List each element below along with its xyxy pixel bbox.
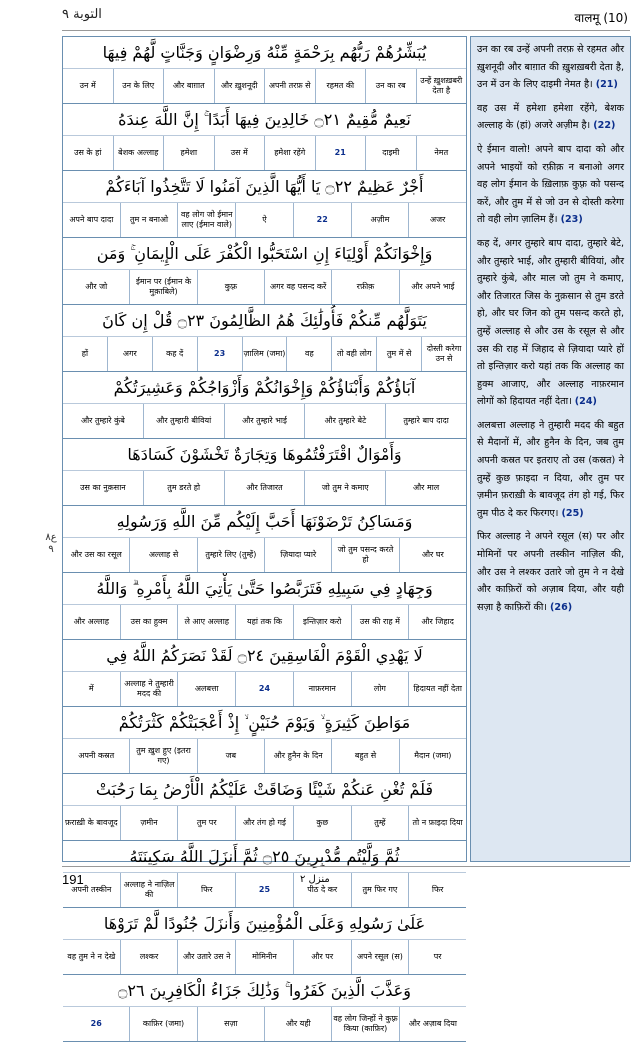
word-meaning-cell: अगर वह पसन्द करें	[264, 270, 331, 304]
word-meaning-cell: उस के हां	[74, 148, 102, 157]
translation-paragraph	[477, 41, 624, 94]
word-meaning-cell: उन में	[79, 81, 96, 90]
word-meaning-cell: पीठ दे कर	[293, 873, 351, 907]
word-meaning-cell: तुम न बनाओ	[120, 203, 178, 237]
word-meaning-cell: और तुम्हारे बेटे	[304, 404, 385, 438]
word-meaning-row	[63, 538, 466, 573]
word-meaning-cell: यहां तक कि	[235, 605, 293, 639]
translation-paragraph	[477, 100, 624, 135]
arabic-verse-line: ثُمَّ وَلَّيْتُم مُّدْبِرِينَ ۝٢٥ ثُمَّ أَنزَلَ اللَّهُ سَكِينَتَهُ	[63, 841, 466, 873]
word-meaning-cell: और अल्लाह	[73, 617, 110, 626]
word-meaning-cell: ज़ालिम (जमा)	[242, 337, 287, 371]
translation-text: फिर अल्लाह ने अपने रसूल (स) पर और मोमिनों पर अपनी तस्कीन नाज़िल की, और उस ने लश्कर उतारे जो तुम ने न देखे और काफ़िरों को अज़ाब दिया, और यही सज़ा है काफ़िरों की।	[477, 531, 624, 613]
word-meaning-row	[63, 136, 466, 171]
word-meaning-cell: अपनी कस्रत	[78, 751, 115, 760]
word-meaning-cell: फिर	[408, 873, 466, 907]
translation-panel	[470, 36, 631, 862]
ruku-mark: ع٨ ٩	[45, 532, 57, 555]
word-meaning-cell: जो तुम ने कमाए	[304, 471, 385, 505]
word-meaning-cell: उन्हें ख़ुशख़बरी देता है	[416, 69, 467, 103]
translation-paragraph	[477, 528, 624, 616]
word-meaning-cell: तो वही लोग	[331, 337, 376, 371]
word-meaning-cell: और तंग हो गई	[235, 806, 293, 840]
word-meaning-cell: अपने रसूल (स)	[351, 940, 409, 974]
word-meaning-cell: और पर	[293, 940, 351, 974]
word-meaning-cell: कह दें	[152, 337, 197, 371]
page-header	[0, 0, 638, 32]
word-meaning-cell: बहुत से	[331, 739, 398, 773]
word-meaning-cell: और ख़ुशनूदी	[214, 69, 265, 103]
page-number: 191	[62, 872, 84, 887]
word-meaning-cell: उस की राह में	[351, 605, 409, 639]
word-meaning-cell: 23	[197, 337, 242, 371]
word-meaning-cell: और अपने भाई	[399, 270, 466, 304]
word-meaning-cell: और तुम्हारी बीवियां	[143, 404, 224, 438]
word-meaning-row	[63, 404, 466, 439]
word-meaning-row	[63, 605, 466, 640]
verse-number: (25)	[561, 507, 584, 519]
word-meaning-cell: इन्तिज़ार करो	[293, 605, 351, 639]
word-meaning-row	[63, 1007, 466, 1042]
arabic-verse-line: آبَاؤُكُمْ وَأَبْنَاؤُكُمْ وَإِخْوَانُكُمْ وَأَزْوَاجُكُمْ وَعَشِيرَتُكُمْ	[63, 372, 466, 404]
verse-number: (22)	[593, 120, 616, 132]
arabic-verse-line: يَتَوَلَّهُم مِّنكُمْ فَأُولَٰئِكَ هُمُ الظَّالِمُونَ ۝٢٣ قُلْ إِن كَانَ	[63, 305, 466, 337]
word-meaning-cell: मैदान (जमा)	[399, 739, 466, 773]
word-meaning-cell: तुम में से	[376, 337, 421, 371]
word-meaning-cell: बेशक अल्लाह	[113, 136, 164, 170]
word-meaning-cell: रफ़ीक़	[331, 270, 398, 304]
surah-name: التوبة ٩	[62, 7, 102, 22]
word-meaning-cell: अपनी तस्कीन	[71, 885, 112, 894]
word-meaning-cell: और उस का रसूल	[70, 550, 122, 559]
arabic-verse-line: لَا يَهْدِي الْقَوْمَ الْفَاسِقِينَ ۝٢٤ لَقَدْ نَصَرَكُمُ اللَّهُ فِي	[63, 640, 466, 672]
word-meaning-cell: तुम्हें	[351, 806, 409, 840]
word-meaning-cell: अज़ीम	[351, 203, 409, 237]
para-name: वालमू (10)	[574, 11, 628, 25]
footer-divider	[62, 866, 630, 867]
word-meaning-cell: और तुम्हारे भाई	[224, 404, 305, 438]
word-meaning-row	[63, 940, 466, 975]
word-meaning-cell: पर	[408, 940, 466, 974]
verse-number: (21)	[595, 79, 618, 91]
word-meaning-cell: जो तुम पसन्द करते हो	[331, 538, 398, 572]
word-meaning-cell: हिदायत नहीं देता	[408, 672, 466, 706]
word-meaning-cell: अपनी तरफ़ से	[264, 69, 315, 103]
word-meaning-cell: हमेशा रहेंगे	[264, 136, 315, 170]
word-meaning-cell: और तिजारत	[224, 471, 305, 505]
word-meaning-cell: वह लोग जिन्हों ने कुफ़्र किया (काफ़िर)	[331, 1007, 398, 1041]
translation-text: उन का रब उन्हें अपनी तरफ़ से रहमत और ख़ुशनूदी और बाग़ात की ख़ुशख़बरी देता है, उन में उन के लिए दाइमी नेमत है।	[477, 44, 624, 91]
word-meaning-cell: ईमान पर (ईमान के मुक़ाबिले)	[129, 270, 196, 304]
word-meaning-cell: लश्कर	[120, 940, 178, 974]
word-meaning-cell: दाइमी	[365, 136, 416, 170]
header-divider	[62, 30, 630, 31]
translation-paragraph	[477, 417, 624, 523]
word-meaning-cell: रहमत की	[315, 69, 366, 103]
arabic-verse-line: وَجِهَادٍ فِي سَبِيلِهِ فَتَرَبَّصُوا حَتَّىٰ يَأْتِيَ اللَّهُ بِأَمْرِهِ ۗ وَاللَّهُ	[63, 573, 466, 605]
word-meaning-cell: तुम डरते हो	[143, 471, 224, 505]
word-meaning-cell: और घर	[399, 538, 466, 572]
word-meaning-cell: अपने बाप दादा	[69, 215, 114, 224]
translation-paragraph	[477, 235, 624, 411]
arabic-verse-line: مَوَاطِنَ كَثِيرَةٍ ۙ وَيَوْمَ حُنَيْنٍ ۙ إِذْ أَعْجَبَتْكُمْ كَثْرَتُكُمْ	[63, 707, 466, 739]
word-meaning-cell: अलबत्ता	[177, 672, 235, 706]
word-meaning-cell: और जो	[85, 282, 108, 291]
word-meaning-cell: जब	[197, 739, 264, 773]
word-meaning-cell: वह लोग जो ईमान लाए (ईमान वाले)	[177, 203, 235, 237]
word-meaning-cell: लोग	[351, 672, 409, 706]
word-meaning-cell: वह	[286, 337, 331, 371]
word-meaning-cell: दोस्ती करेगा उन से	[421, 337, 466, 371]
arabic-verse-line: وَعَذَّبَ الَّذِينَ كَفَرُوا ۚ وَذَٰلِكَ جَزَاءُ الْكَافِرِينَ ۝٢٦	[63, 975, 466, 1007]
word-meaning-cell: उस का हुक्म	[120, 605, 178, 639]
word-meaning-cell: और तुम्हारे कुंबे	[81, 416, 125, 425]
translation-text: वह उस में हमेशा हमेशा रहेंगे, बेशक अल्लाह के (हां) अजरे अज़ीम है।	[477, 102, 624, 132]
word-meaning-cell: काफ़िर (जमा)	[129, 1007, 196, 1041]
word-meaning-cell: 26	[90, 1019, 102, 1028]
arabic-verse-line: وَأَمْوَالٌ اقْتَرَفْتُمُوهَا وَتِجَارَةٌ تَخْشَوْنَ كَسَادَهَا	[63, 439, 466, 471]
word-meaning-cell: तुम पर	[177, 806, 235, 840]
word-meaning-cell: ले आए अल्लाह	[177, 605, 235, 639]
word-meaning-cell: और जिहाद	[408, 605, 466, 639]
page-footer	[0, 866, 638, 903]
word-meaning-row	[63, 69, 466, 104]
word-meaning-cell: फ़राख़ी के बावजूद	[65, 818, 118, 827]
word-meaning-cell: ऐ	[235, 203, 293, 237]
word-meaning-cell: अल्लाह से	[129, 538, 196, 572]
word-meaning-cell: और बाग़ात	[163, 69, 214, 103]
word-meaning-row	[63, 672, 466, 707]
word-meaning-cell: अगर	[107, 337, 152, 371]
word-meaning-cell: तुम ख़ुश हुए (इतरा गए)	[129, 739, 196, 773]
arabic-verse-line: فَلَمْ تُغْنِ عَنكُمْ شَيْئًا وَضَاقَتْ عَلَيْكُمُ الْأَرْضُ بِمَا رَحُبَتْ	[63, 774, 466, 806]
word-meaning-cell: नाफ़रमान	[293, 672, 351, 706]
arabic-verse-line: يُبَشِّرُهُمْ رَبُّهُم بِرَحْمَةٍ مِّنْهُ وَرِضْوَانٍ وَجَنَّاتٍ لَّهُمْ فِيهَا	[63, 37, 466, 69]
word-meaning-cell: सज़ा	[197, 1007, 264, 1041]
arabic-verse-line: وَإِخْوَانَكُمْ أَوْلِيَاءَ إِنِ اسْتَحَبُّوا الْكُفْرَ عَلَى الْإِيمَانِ ۚ وَمَن	[63, 238, 466, 270]
word-meaning-cell: कुछ	[293, 806, 351, 840]
verse-number: (23)	[560, 214, 583, 226]
word-meaning-cell: 24	[235, 672, 293, 706]
word-meaning-cell: अल्लाह ने तुम्हारी मदद की	[120, 672, 178, 706]
word-meaning-row	[63, 739, 466, 774]
verse-number: (24)	[574, 396, 597, 408]
word-meaning-cell: में	[88, 684, 94, 693]
word-meaning-cell: तुम फिर गए	[351, 873, 409, 907]
translation-text: कह दें, अगर तुम्हारे बाप दादा, तुम्हारे बेटे, और तुम्हारे भाई, और तुम्हारी बीवियां, और तुम्हारे कुंबे, और माल जो तुम ने कमाए, और तिजारत जिस के नुक़सान से तुम डरते हो, और घर जिन को तुम पसन्द करते हो, तुम्हें अल्लाह से और उस के रसूल से और उस की राह में जिहाद से ज़ियादा प्यारे हों तो इन्तिज़ार करो यहां तक कि अल्लाह का हुक्म आजाए, और अल्लाह नाफ़रमान लोगों को हिदायत नहीं देता।	[477, 237, 624, 408]
word-meaning-cell: 22	[293, 203, 351, 237]
word-meaning-cell: और अज़ाब दिया	[399, 1007, 466, 1041]
word-meaning-cell: उस का नुक़सान	[80, 483, 126, 492]
word-meaning-cell: और यही	[264, 1007, 331, 1041]
word-meaning-cell: तुम्हारे बाप दादा	[385, 404, 466, 438]
manzil-label: منزل ٢	[300, 874, 330, 885]
word-meaning-cell: मोमिनीन	[235, 940, 293, 974]
word-meaning-cell: और माल	[385, 471, 466, 505]
word-meaning-cell: 25	[235, 873, 293, 907]
word-meaning-cell: कुफ़्र	[197, 270, 264, 304]
word-meaning-cell: ज़मीन	[120, 806, 178, 840]
arabic-verse-line: نَعِيمٌ مُّقِيمٌ ۝٢١ خَالِدِينَ فِيهَا أَبَدًا ۚ إِنَّ اللَّهَ عِندَهُ	[63, 104, 466, 136]
word-meaning-cell: हमेशा	[163, 136, 214, 170]
arabic-verse-line: أَجْرٌ عَظِيمٌ ۝٢٢ يَا أَيُّهَا الَّذِينَ آمَنُوا لَا تَتَّخِذُوا آبَاءَكُمْ	[63, 171, 466, 203]
word-meaning-row	[63, 337, 466, 372]
word-meaning-cell: और उतारे उस ने	[177, 940, 235, 974]
arabic-verse-line: وَمَسَاكِنُ تَرْضَوْنَهَا أَحَبَّ إِلَيْكُم مِّنَ اللَّهِ وَرَسُولِهِ	[63, 506, 466, 538]
word-meaning-cell: ज़ियादा प्यारे	[264, 538, 331, 572]
word-meaning-cell: हों	[81, 349, 89, 358]
word-meaning-row	[63, 471, 466, 506]
word-meaning-cell: और हुनैन के दिन	[264, 739, 331, 773]
translation-text: ऐ ईमान वालो! अपने बाप दादा को और अपने भाइयों को रफ़ीक़ न बनाओ अगर वह लोग ईमान के ख़िलाफ़ कुफ़्र को पसन्द करें, और तुम में से जो उन से दोस्ती करेगा तो वही लोग ज़ालिम हैं।	[477, 143, 624, 226]
arabic-verse-line: عَلَىٰ رَسُولِهِ وَعَلَى الْمُؤْمِنِينَ وَأَنزَلَ جُنُودًا لَّمْ تَرَوْهَا	[63, 908, 466, 940]
word-meaning-cell: फिर	[177, 873, 235, 907]
word-meaning-row	[63, 270, 466, 305]
word-meaning-row	[63, 203, 466, 238]
word-meaning-cell: अजर	[408, 203, 466, 237]
word-meaning-cell: उन के लिए	[113, 69, 164, 103]
word-meaning-cell: अल्लाह ने नाज़िल की	[120, 873, 178, 907]
word-meaning-cell: उस में	[214, 136, 265, 170]
translation-paragraph	[477, 141, 624, 229]
word-meaning-cell: 21	[315, 136, 366, 170]
verse-number: (26)	[550, 601, 573, 613]
word-meaning-cell: तुम्हारे लिए (तुम्हें)	[197, 538, 264, 572]
word-meaning-cell: नेमत	[416, 136, 467, 170]
word-meaning-cell: तो न फ़ाइदा दिया	[408, 806, 466, 840]
translation-text: अलबत्ता अल्लाह ने तुम्हारी मदद की बहुत से मैदानों में, और हुनैन के दिन, जब तुम अपनी कस्रत पर इतराए तो उस (कस्रत) ने तुम्हें कुछ फ़ाइदा न दिया, और तुम पर ज़मीन फ़राख़ी के बावजूद तंग हो गई, फिर तुम पीठ दे कर फिरगए।	[477, 419, 624, 519]
word-meaning-cell: उन का रब	[365, 69, 416, 103]
word-meaning-row	[63, 806, 466, 841]
word-meaning-cell: वह तुम ने न देखे	[67, 952, 116, 961]
